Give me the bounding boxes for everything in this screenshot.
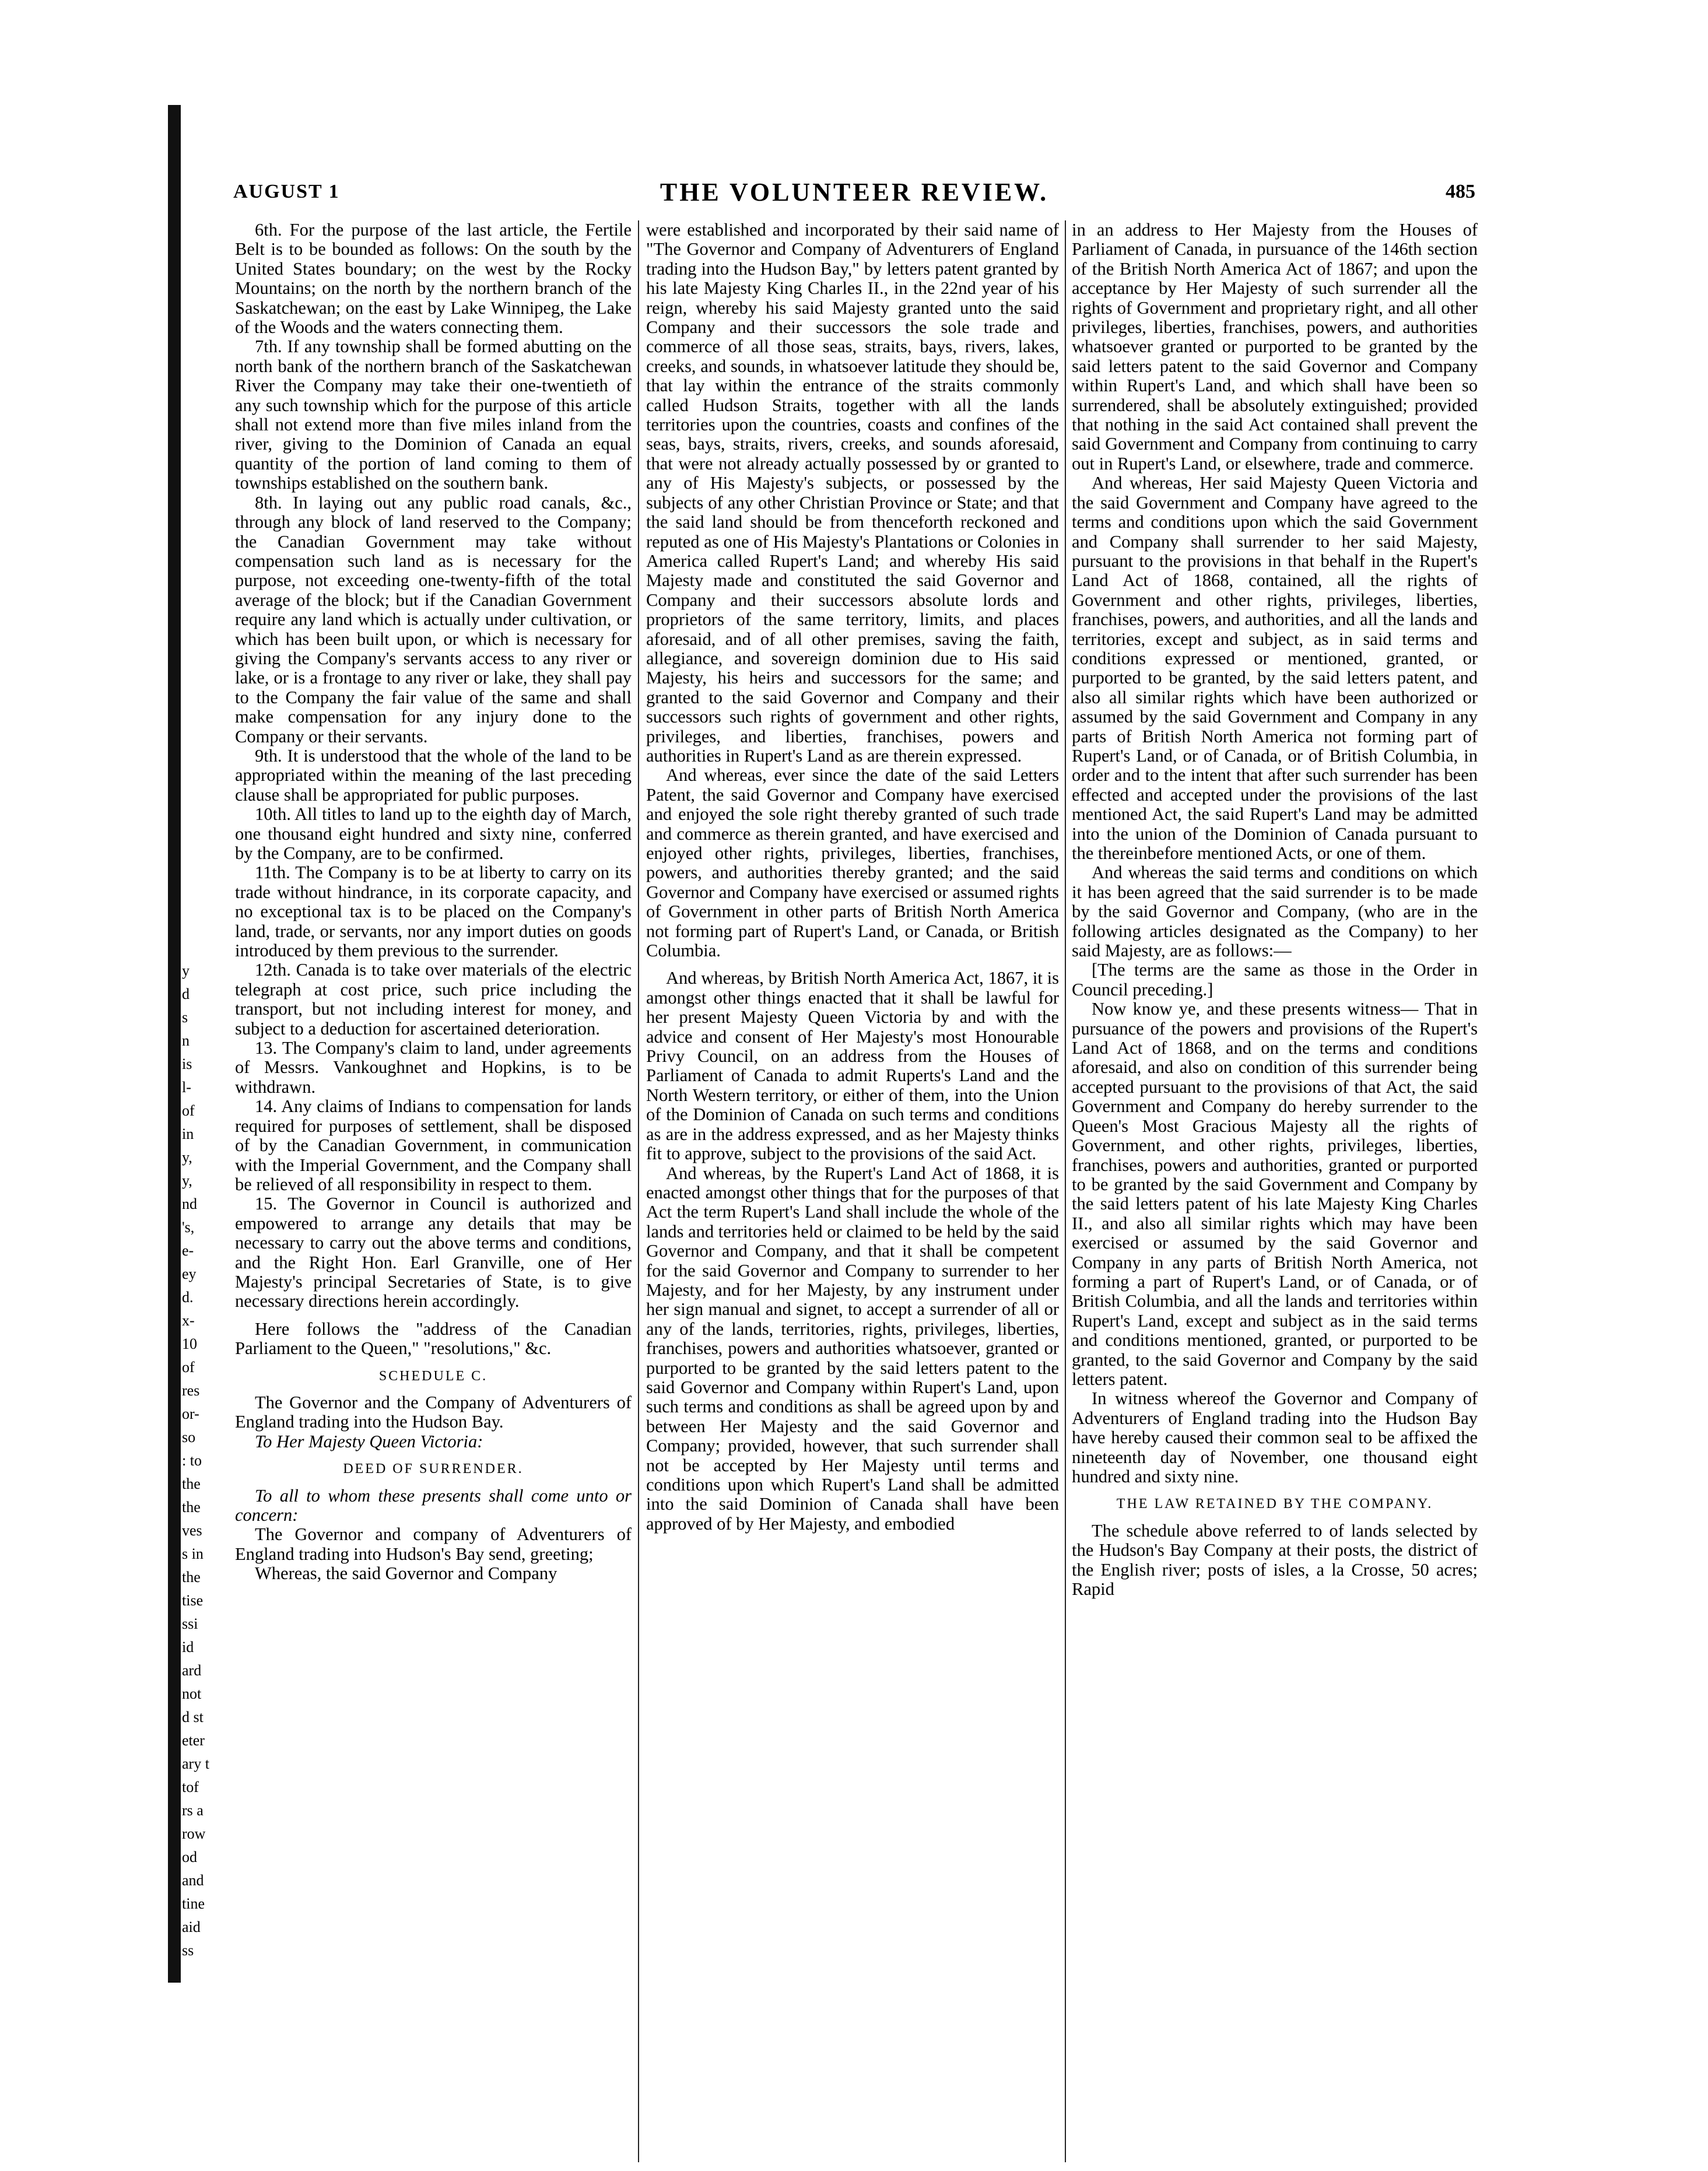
margin-fragment: so	[182, 1429, 196, 1446]
margin-fragment: ary t	[182, 1755, 209, 1772]
margin-fragment: d	[182, 985, 190, 1002]
column-rule	[638, 220, 639, 2162]
margin-fragment: and	[182, 1872, 204, 1889]
paragraph-and-whereas-3: And whereas, by the Rupert's Land Act of 1868, it is enacted amongst other things that for the purposes of that Act the term Rupert's Land shall include the whole of the lands and territories held or claimed to be held by the said Governor and Company, and that it shall be competent for the said Governor and Company to surrender to her Majesty, and for her Majesty, by any instrument under her sign manual and signet, to accept a surrender of all or any of the lands, territories, rights, privileges, liberties, franchises, powers and authorities whatsoever, granted or purported to be granted by the said letters patent to the said Governor and Company within Rupert's Land, upon such terms and conditions as shall be agreed upon by and between Her Majesty and the said Governor and Company; provided, however, that such surrender shall not be accepted by Her Majesty until terms and conditions upon which Rupert's Land shall be admitted into the said Dominion of Canada shall have been approved of by Her Majesty, and embodied	[646, 1163, 1059, 1534]
margin-fragment: y	[182, 962, 190, 979]
address-note: Here follows the "address of the Canadian Parliament to the Queen," "resolutions," &c.	[235, 1318, 632, 1359]
column-2	[646, 220, 1059, 2162]
margin-fragment: res	[182, 1382, 200, 1399]
margin-fragment: od	[182, 1849, 197, 1865]
margin-fragment: e-	[182, 1242, 194, 1259]
column-3	[1072, 220, 1478, 2162]
margin-fragment: ves	[182, 1522, 202, 1539]
deed-heading: DEED OF SURRENDER.	[343, 1461, 524, 1477]
margin-fragment: tine	[182, 1895, 205, 1912]
margin-fragment: row	[182, 1825, 206, 1842]
header-date: AUGUST 1	[233, 181, 340, 202]
margin-fragment: ey	[182, 1265, 197, 1282]
article-7th: 7th. If any township shall be formed abutting on the north bank of the northern branch of the Saskatchewan River the Company may take their one-twentieth of any such township which for the purpose of this article shall not extend more than five miles inland from the river, giving to the Dominion of Canada an equal quantity of the portion of land coming to them of townships established on the southern bank.	[235, 336, 632, 493]
margin-fragment: eter	[182, 1732, 205, 1749]
whereas-start: Whereas, the said Governor and Company	[255, 1563, 557, 1584]
article-14: 14. Any claims of Indians to compensation for lands required for purposes of settlement, shall be disposed of by the Canadian Government, in communication with the Imperial Government, and the Company shall be relieved of all responsibility in respect to them.	[235, 1096, 632, 1194]
margin-fragment: y,	[182, 1172, 192, 1189]
margin-fragment: in	[182, 1125, 194, 1142]
article-13: 13. The Company's claim to land, under agreements of Messrs. Vankoughnet and Hopkins, is to be withdrawn.	[235, 1038, 632, 1097]
margin-fragment: the	[182, 1569, 201, 1586]
margin-fragment: ssi	[182, 1615, 198, 1632]
paragraph-and-whereas-5: And whereas the said terms and conditions on which it has been agreed that the said surrender is to be made by the said Governor and Company, (who are in the following articles designated as the Company) to her said Majesty, are as follows:—	[1072, 862, 1478, 961]
margin-fragment: or-	[182, 1405, 199, 1422]
publication-title: THE VOLUNTEER REVIEW.	[660, 178, 1049, 206]
article-10th: 10th. All titles to land up to the eighth day of March, one thousand eight hundred and sixty nine, conferred by the Company, are to be confirmed.	[235, 804, 632, 863]
running-header	[233, 178, 1475, 216]
margin-fragment: tof	[182, 1779, 199, 1795]
column-rule	[1065, 220, 1066, 2162]
margin-fragment: aid	[182, 1919, 201, 1935]
margin-fragment: ss	[182, 1942, 194, 1959]
margin-fragment: of	[182, 1359, 195, 1376]
margin-fragment: l-	[182, 1079, 191, 1096]
margin-fragment: s in	[182, 1545, 204, 1562]
binding-edge	[168, 105, 181, 1983]
bracket-note: [The terms are the same as those in the Order in Council preceding.]	[1072, 960, 1478, 999]
column-1	[235, 220, 632, 2162]
margin-fragment: 's,	[182, 1219, 195, 1236]
article-12th: 12th. Canada is to take over materials of the electric telegraph at cost price, such price including the transport, but not including interest for money, and subject to a deduction for ascertained deterioration.	[235, 960, 632, 1039]
margin-fragment: not	[182, 1685, 202, 1702]
margin-fragment: is	[182, 1055, 192, 1072]
margin-fragment: n	[182, 1032, 190, 1049]
margin-fragment: s	[182, 1009, 188, 1026]
governor-paragraph: The Governor and company of Adventurers of England trading into Hudson's Bay send, greeting;	[235, 1524, 632, 1564]
article-11th: 11th. The Company is to be at liberty to carry on its trade without hindrance, in its corporate capacity, and no exceptional tax is to be placed on the Company's land, trade, or servants, nor any import duties on goods introduced by them previous to the surrender.	[235, 862, 632, 961]
margin-fragment: of	[182, 1102, 195, 1119]
article-8th: 8th. In laying out any public road canals, &c., through any block of land reserved to the Company; the Canadian Government may take without compensation such land as is necessary for the purpose, not exceeding one-twenty-fifth of the total average of the block; but if the Canadian Government require any land which is actually under cultivation, or which has been built upon, or which is necessary for giving the Company's servants access to any river or lake, or is a frontage to any river or lake, they shall pay to the Company the fair value of the same and shall make compensation for any injury done to the Company or their servants.	[235, 492, 632, 746]
margin-fragment: : to	[182, 1452, 202, 1469]
to-all-salutation: To all to whom these presents shall come unto or concern:	[235, 1485, 632, 1525]
margin-fragment: the	[182, 1475, 201, 1492]
margin-fragment: x-	[182, 1312, 195, 1329]
article-6th: 6th. For the purpose of the last article, the Fertile Belt is to be bounded as follows: On the south by the United States boundary; on the west by the Rocky Mountains; on the north by the northern branch of the Saskatchewan; on the east by Lake Winnipeg, the Lake of the Woods and the waters connecting them.	[235, 220, 632, 338]
law-paragraph: The schedule above referred to of lands selected by the Hudson's Bay Company at their posts, the district of the English river; posts of isles, a la Crosse, 50 acres; Rapid	[1072, 1520, 1478, 1600]
paragraph-letters-patent: were established and incorporated by their said name of "The Governor and Company of Adventurers of England trading into the Hudson Bay," by letters patent granted by his late Majesty King Charles II., in the 22nd year of his reign, whereby his said Majesty granted unto the said Company and their successors the sole trade and commerce of all those seas, straits, bays, rivers, lakes, creeks, and sounds, in whatsoever latitude they should be, that lay within the entrance of the straits commonly called Hudson Straits, together with all the lands territories upon the countries, coasts and confines of the seas, bays, straits, rivers, creeks, and sounds aforesaid, that were not already actually possessed by or granted to any of His Majesty's subjects, or possessed by the subjects of any other Christian Province or State; and that the said land should be from thenceforth reckoned and reputed as one of His Majesty's Plantations or Colonies in America called Rupert's Land; and whereby His said Majesty made and constituted the said Governor and Company and their successors absolute lords and proprietors of the same territory, limits, and places aforesaid, and of all other premises, saving the faith, allegiance, and sovereign dominion due to His said Majesty, his heirs and successors for the same; and granted to the said Governor and Company and their successors such rights of government and other rights, privileges, and liberties, franchises, powers and authorities in Rupert's Land as are therein expressed.	[646, 220, 1059, 766]
schedule-heading: SCHEDULE C.	[378, 1368, 488, 1384]
paragraph-now-know-ye: Now know ye, and these presents witness— That in pursuance of the powers and provisions of the Rupert's Land Act of 1868, and on the terms and conditions aforesaid, and also on condition of this surrender being accepted pursuant to the provisions of that Act, the said Government and Company do hereby surrender to the Queen's Most Gracious Majesty all the rights of Government, and other rights, privileges, liberties, franchises, powers and authorities, granted or purported to be granted by the said Government and Company by the said letters patent of his late Majesty King Charles II., and also all similar rights which may have been exercised or assumed by the said Governor and Company in any parts of British North America, not forming a part of Rupert's Land, or of Canada, or of British Columbia, and all the lands and territories within Rupert's Land, except and subject as in the said terms and conditions mentioned, granted, or purported to be granted, to the said Governor and Company by the said letters patent.	[1072, 999, 1478, 1389]
margin-fragment: ard	[182, 1662, 202, 1679]
margin-fragment: the	[182, 1499, 201, 1516]
paragraph-and-whereas-1: And whereas, ever since the date of the said Letters Patent, the said Governor and Company have exercised and enjoyed the sole right thereby granted of such trade and commerce as therein granted, and have exercised and enjoyed other rights, privileges, liberties, franchises, powers, and authorities thereby granted; and the said Governor and Company have exercised or assumed rights of Government in other parts of British North America not forming part of Rupert's Land, or Canada, or British Columbia.	[646, 765, 1059, 961]
margin-fragment: d st	[182, 1709, 204, 1725]
schedule-intro: The Governor and the Company of Adventurers of England trading into the Hudson Bay.	[235, 1392, 632, 1432]
law-heading: THE LAW RETAINED BY THE COMPANY.	[1116, 1496, 1433, 1512]
paragraph-in-witness: In witness whereof the Governor and Company of Adventurers of England trading into the Hudson Bay have hereby caused their common seal to be affixed the nineteenth day of November, one thousand eight hundred and sixty nine.	[1072, 1388, 1478, 1486]
margin-fragment: 10	[182, 1335, 197, 1352]
paragraph-and-whereas-2: And whereas, by British North America Act, 1867, it is amongst other things enacted that it shall be lawful for her present Majesty Queen Victoria by and with the advice and consent of Her Majesty's most Honourable Privy Council, on an address from the Houses of Parliament of Canada to admit Ruperts's Land and the North Western territory, or either of them, into the Union of the Dominion of Canada on such terms and conditions as are in the address expressed, and as her Majesty thinks fit to approve, subject to the provisions of the said Act.	[646, 968, 1059, 1164]
article-15: 15. The Governor in Council is authorized and empowered to arrange any details that may be necessary to carry out the above terms and conditions, and the Right Hon. Earl Granville, one of Her Majesty's principal Secretaries of State, is to give necessary directions herein accordingly.	[235, 1194, 632, 1311]
page-number: 485	[1446, 181, 1475, 202]
margin-fragment: tise	[182, 1592, 204, 1609]
to-queen: To Her Majesty Queen Victoria:	[255, 1431, 483, 1451]
margin-fragment: id	[182, 1639, 194, 1656]
margin-fragment: nd	[182, 1195, 197, 1212]
margin-fragment: rs a	[182, 1802, 204, 1819]
margin-fragment: d.	[182, 1289, 194, 1306]
margin-fragment: y,	[182, 1149, 192, 1166]
paragraph-address: in an address to Her Majesty from the Houses of Parliament of Canada, in pursuance of the 146th section of the British North America Act of 1867; and upon the acceptance by Her Majesty of such surrender all the rights of Government and proprietary right, and all other privileges, liberties, franchises, powers, and authorities whatsoever granted or purported to be granted by the said letters patent to the said Governor and Company within Rupert's Land, and which shall have been so surrendered, shall be absolutely extinguished; provided that nothing in the said Act contained shall prevent the said Government and Company from continuing to carry out in Rupert's Land, or elsewhere, trade and commerce.	[1072, 220, 1478, 474]
article-9th: 9th. It is understood that the whole of the land to be appropriated within the meaning of the last preceding clause shall be appropriated for public purposes.	[235, 745, 632, 805]
paragraph-and-whereas-4: And whereas, Her said Majesty Queen Victoria and the said Government and Company have agreed to the terms and conditions upon which the said Government and Company shall surrender to her said Majesty, pursuant to the provisions in that behalf in the Rupert's Land Act of 1868, contained, all the rights of Government and other rights, privileges, liberties, franchises, powers, and authorities, and all the lands and territories, except and subject, as in said terms and conditions expressed or mentioned, granted, or purported to be granted, by the said letters patent, and also all similar rights which have been authorized or assumed by the said Government and Company in any parts of British North America not forming part of Rupert's Land, or of Canada, or of British Columbia, in order and to the intent that after such surrender has been effected and accepted under the provisions of the last mentioned Act, the said Rupert's Land may be admitted into the union of the Dominion of Canada pursuant to the thereinbefore mentioned Acts, or one of them.	[1072, 473, 1478, 863]
